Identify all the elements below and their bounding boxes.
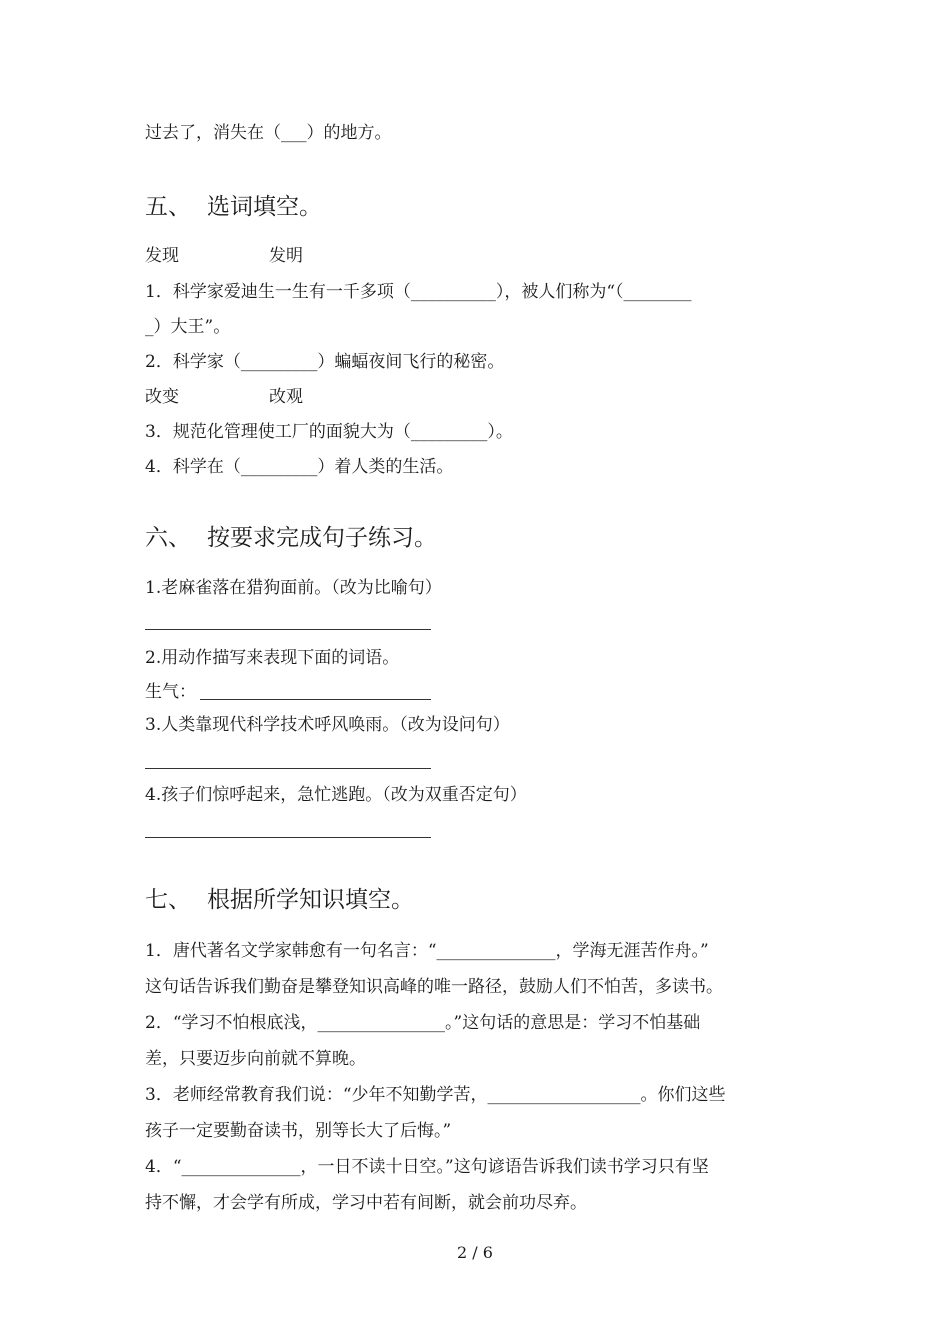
section-7-title: 根据所学知识填空。: [207, 887, 414, 913]
section-5-heading: [145, 193, 322, 221]
s7-q4-line2: 持不懈，才会学有所成，学习中若有间断，就会前功尽弃。: [145, 1193, 587, 1213]
s5-q1-line1: 1．科学家爱迪生一生有一千多项（__________），被人们称为“（________: [145, 282, 692, 302]
answer-line: [200, 699, 431, 700]
word-choice: 发现: [145, 246, 179, 266]
s7-q3-line2: 孩子一定要勤奋读书，别等长大了后悔。”: [145, 1121, 452, 1141]
section-7-number: 七、: [145, 887, 191, 913]
s6-q4: 4.孩子们惊呼起来，急忙逃跑。（改为双重否定句）: [145, 785, 527, 805]
s5-q2: 2．科学家（_________）蝙蝠夜间飞行的秘密。: [145, 352, 505, 372]
section-7-heading: [145, 886, 414, 914]
s5-q1-line2: _）大王”。: [145, 317, 231, 337]
answer-line: [145, 837, 431, 838]
word-choices-2: [145, 386, 303, 408]
s7-q1-line2: 这句话告诉我们勤奋是攀登知识高峰的唯一路径，鼓励人们不怕苦，多读书。: [145, 977, 723, 997]
answer-line: [145, 629, 431, 630]
word-choice: 改变: [145, 387, 179, 407]
s6-q2-label: 生气：: [145, 682, 196, 702]
section-6-number: 六、: [145, 525, 191, 551]
s7-q3-line1: 3．老师经常教育我们说：“少年不知勤学苦，__________________。你们这些: [145, 1085, 726, 1105]
s7-q2-line2: 差，只要迈步向前就不算晚。: [145, 1049, 366, 1069]
section-6-heading: [145, 524, 437, 552]
section-6-title: 按要求完成句子练习。: [207, 525, 437, 551]
s5-q4: 4．科学在（_________）着人类的生活。: [145, 457, 454, 477]
s7-q1-line1: 1．唐代著名文学家韩愈有一句名言：“______________，学海无涯苦作舟。”: [145, 941, 709, 961]
s5-q3: 3．规范化管理使工厂的面貌大为（_________）。: [145, 422, 513, 442]
s6-q3: 3.人类靠现代科学技术呼风唤雨。（改为设问句）: [145, 715, 510, 735]
s6-q1: 1.老麻雀落在猎狗面前。（改为比喻句）: [145, 578, 442, 598]
answer-line: [145, 768, 431, 769]
s6-q2: 2.用动作描写来表现下面的词语。: [145, 648, 400, 668]
s7-q2-line1: 2．“学习不怕根底浅，_______________。”这句话的意思是：学习不怕基础: [145, 1013, 701, 1033]
word-choice: 改观: [269, 387, 303, 407]
s7-q4-line1: 4．“______________，一日不读十日空。”这句谚语告诉我们读书学习只有坚: [145, 1157, 709, 1177]
top-line: 过去了，消失在（___）的地方。: [145, 123, 392, 143]
page-number: 2 / 6: [457, 1243, 493, 1262]
word-choices-1: [145, 245, 303, 267]
word-choice: 发明: [269, 246, 303, 266]
section-5-number: 五、: [145, 194, 191, 220]
section-5-title: 选词填空。: [207, 194, 322, 220]
